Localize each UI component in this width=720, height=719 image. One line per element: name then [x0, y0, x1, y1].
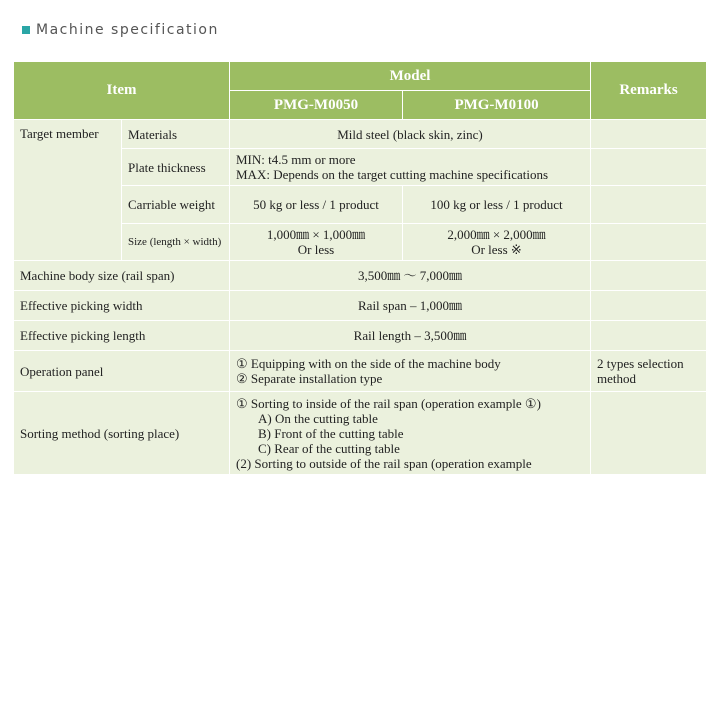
size-m0050-note: Or less [297, 242, 335, 257]
size-m0100-note: Or less ※ [471, 242, 522, 257]
sorting-method-label: Sorting method (sorting place) [14, 392, 230, 475]
materials-label: Materials [122, 120, 230, 149]
body-size-remarks [591, 261, 707, 291]
page-title: Machine specification [36, 22, 219, 38]
weight-m0100: 100 kg or less / 1 product [403, 186, 591, 224]
size-m0100 [403, 224, 591, 261]
operation-panel-remarks: 2 types selection method [591, 351, 707, 392]
sorting-option-1b: B) Front of the cutting table [258, 425, 404, 441]
sorting-option-1c: C) Rear of the cutting table [258, 440, 400, 456]
size-m0100-dim: 2,000㎜ × 2,000㎜ [447, 227, 546, 242]
plate-max: MAX: Depends on the target cutting machine specifications [236, 167, 549, 182]
bullet-square-icon [22, 26, 30, 34]
spec-table [13, 61, 707, 475]
sorting-method-remarks [591, 392, 707, 475]
size-label: Size (length × width) [122, 224, 230, 261]
plate-min: MIN: t4.5 mm or more [236, 152, 356, 167]
target-member-label: Target member [14, 120, 122, 261]
operation-panel-option-2: ② Separate installation type [236, 371, 383, 386]
body-size-label: Machine body size (rail span) [14, 261, 230, 291]
picking-length-label: Effective picking length [14, 321, 230, 351]
header-model: Model [230, 62, 591, 91]
header-remarks: Remarks [591, 62, 707, 120]
operation-panel-label: Operation panel [14, 351, 230, 392]
plate-thickness-remarks [591, 149, 707, 186]
picking-width-label: Effective picking width [14, 291, 230, 321]
header-model-m0050: PMG-M0050 [230, 91, 403, 120]
body-size-value: 3,500㎜ 〜 7,000㎜ [230, 261, 591, 291]
picking-length-remarks [591, 321, 707, 351]
plate-thickness-value [230, 149, 591, 186]
materials-remarks [591, 120, 707, 149]
size-m0050 [230, 224, 403, 261]
weight-remarks [591, 186, 707, 224]
picking-width-remarks [591, 291, 707, 321]
sorting-option-1a: A) On the cutting table [258, 410, 378, 426]
sorting-method-value [230, 392, 591, 475]
sorting-option-2: (2) Sorting to outside of the rail span (operation example [236, 455, 532, 471]
plate-thickness-label: Plate thickness [122, 149, 230, 186]
carriable-weight-label: Carriable weight [122, 186, 230, 224]
weight-m0050: 50 kg or less / 1 product [230, 186, 403, 224]
operation-panel-value [230, 351, 591, 392]
page-title-row [22, 22, 219, 38]
materials-value: Mild steel (black skin, zinc) [230, 120, 591, 149]
header-item: Item [14, 62, 230, 120]
picking-length-value: Rail length – 3,500㎜ [230, 321, 591, 351]
size-m0050-dim: 1,000㎜ × 1,000㎜ [266, 227, 366, 242]
picking-width-value: Rail span – 1,000㎜ [230, 291, 591, 321]
header-model-m0100: PMG-M0100 [403, 91, 591, 120]
sorting-option-1: ① Sorting to inside of the rail span (operation example ①) [236, 395, 541, 411]
size-remarks [591, 224, 707, 261]
operation-panel-option-1: ① Equipping with on the side of the machine body [236, 356, 501, 371]
